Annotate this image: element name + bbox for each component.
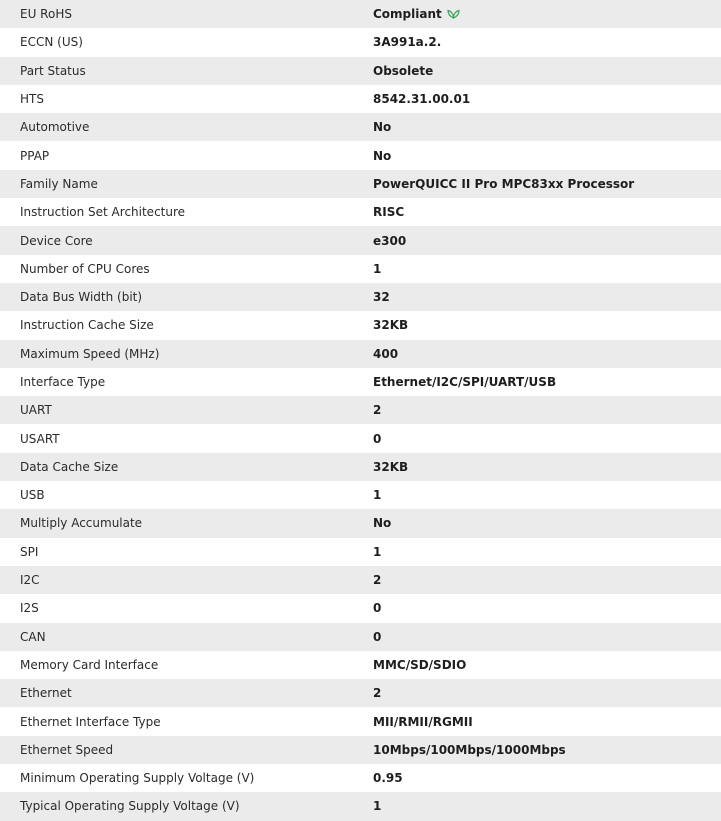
spec-label: Memory Card Interface <box>20 657 159 672</box>
spec-row <box>0 198 721 226</box>
spec-label: UART <box>20 403 52 418</box>
spec-row <box>0 113 721 141</box>
spec-value: 400 <box>373 346 399 361</box>
spec-value: MMC/SD/SDIO <box>373 657 467 672</box>
spec-row <box>0 594 721 622</box>
spec-label: Typical Operating Supply Voltage (V) <box>20 799 240 814</box>
spec-label: Family Name <box>20 176 98 191</box>
spec-label: Device Core <box>20 233 93 248</box>
spec-value-cell <box>373 255 721 283</box>
spec-value: No <box>373 516 392 531</box>
spec-row <box>0 481 721 509</box>
spec-row <box>0 396 721 424</box>
spec-label: PPAP <box>20 148 50 163</box>
spec-value: No <box>373 148 392 163</box>
spec-value: 32 <box>373 290 390 305</box>
spec-row <box>0 792 721 820</box>
spec-row <box>0 255 721 283</box>
spec-label: Ethernet Speed <box>20 742 114 757</box>
spec-label: EU RoHS <box>20 7 72 22</box>
spec-row <box>0 707 721 735</box>
spec-value: 1 <box>373 799 382 814</box>
spec-value: 8542.31.00.01 <box>373 92 471 107</box>
spec-row <box>0 764 721 792</box>
spec-value-cell <box>373 481 721 509</box>
spec-value-cell <box>373 85 721 113</box>
spec-label: Part Status <box>20 63 86 78</box>
spec-value: 32KB <box>373 318 409 333</box>
spec-value-cell <box>373 311 721 339</box>
spec-row <box>0 623 721 651</box>
spec-value-cell <box>373 28 721 56</box>
spec-value: 2 <box>373 403 382 418</box>
spec-value-cell <box>373 651 721 679</box>
spec-row <box>0 85 721 113</box>
spec-value: RISC <box>373 205 405 220</box>
spec-row <box>0 538 721 566</box>
spec-value-cell <box>373 283 721 311</box>
spec-value-cell <box>373 396 721 424</box>
spec-value-cell <box>373 0 721 28</box>
spec-value: 1 <box>373 488 382 503</box>
spec-label: CAN <box>20 629 46 644</box>
spec-label: Data Cache Size <box>20 459 119 474</box>
spec-label: ECCN (US) <box>20 35 83 50</box>
spec-value-cell <box>373 792 721 820</box>
spec-value: 0 <box>373 431 382 446</box>
spec-value-cell <box>373 57 721 85</box>
spec-value: 1 <box>373 261 382 276</box>
spec-value: 1 <box>373 544 382 559</box>
spec-row <box>0 368 721 396</box>
spec-row <box>0 736 721 764</box>
spec-label: Automotive <box>20 120 90 135</box>
spec-label: Instruction Cache Size <box>20 318 154 333</box>
spec-row <box>0 283 721 311</box>
spec-value-cell <box>373 113 721 141</box>
spec-value-cell <box>373 509 721 537</box>
spec-label: SPI <box>20 544 39 559</box>
spec-label: Multiply Accumulate <box>20 516 143 531</box>
spec-row <box>0 170 721 198</box>
spec-row <box>0 28 721 56</box>
spec-value-cell <box>373 170 721 198</box>
spec-value-cell <box>373 623 721 651</box>
spec-row <box>0 566 721 594</box>
spec-value: 0 <box>373 601 382 616</box>
spec-value: 0 <box>373 629 382 644</box>
spec-value-cell <box>373 368 721 396</box>
leaf-icon <box>447 8 460 22</box>
spec-value: e300 <box>373 233 407 248</box>
spec-value: Ethernet/I2C/SPI/UART/USB <box>373 375 557 389</box>
spec-value-cell <box>373 226 721 254</box>
spec-value: 2 <box>373 573 382 588</box>
spec-label: USB <box>20 488 45 503</box>
spec-value-cell <box>373 141 721 169</box>
spec-label: Maximum Speed (MHz) <box>20 346 160 361</box>
spec-row <box>0 311 721 339</box>
spec-label: Ethernet Interface Type <box>20 714 161 729</box>
spec-value: 10Mbps/100Mbps/1000Mbps <box>373 742 566 757</box>
spec-value-cell <box>373 594 721 622</box>
spec-value: Compliant <box>373 6 442 21</box>
spec-value: 3A991a.2. <box>373 35 442 50</box>
spec-row <box>0 453 721 481</box>
spec-label: I2S <box>20 601 39 616</box>
spec-label: I2C <box>20 573 40 588</box>
spec-value-cell <box>373 453 721 481</box>
spec-row <box>0 0 721 28</box>
spec-value: Obsolete <box>373 63 434 78</box>
spec-label: Instruction Set Architecture <box>20 205 186 220</box>
spec-value-cell <box>373 340 721 368</box>
spec-label: HTS <box>20 92 44 107</box>
spec-label: Ethernet <box>20 686 72 701</box>
spec-value: 0.95 <box>373 771 403 786</box>
spec-value-cell <box>373 424 721 452</box>
spec-row <box>0 424 721 452</box>
spec-label: Interface Type <box>20 375 106 389</box>
spec-value-cell <box>373 566 721 594</box>
spec-label: USART <box>20 431 60 446</box>
spec-label: Number of CPU Cores <box>20 261 150 276</box>
spec-value: No <box>373 120 392 135</box>
spec-value-cell <box>373 538 721 566</box>
spec-value: 2 <box>373 686 382 701</box>
spec-row <box>0 226 721 254</box>
spec-value-cell <box>373 679 721 707</box>
spec-value-cell <box>373 764 721 792</box>
spec-row <box>0 57 721 85</box>
spec-value-cell <box>373 198 721 226</box>
spec-row <box>0 141 721 169</box>
spec-label: Data Bus Width (bit) <box>20 290 143 305</box>
spec-value: 32KB <box>373 459 409 474</box>
spec-row <box>0 509 721 537</box>
spec-row <box>0 340 721 368</box>
spec-value-cell <box>373 707 721 735</box>
spec-value: PowerQUICC II Pro MPC83xx Processor <box>373 176 635 191</box>
spec-label: Minimum Operating Supply Voltage (V) <box>20 771 255 786</box>
spec-row <box>0 651 721 679</box>
spec-row <box>0 679 721 707</box>
spec-value: MII/RMII/RGMII <box>373 714 473 729</box>
spec-value-cell <box>373 736 721 764</box>
